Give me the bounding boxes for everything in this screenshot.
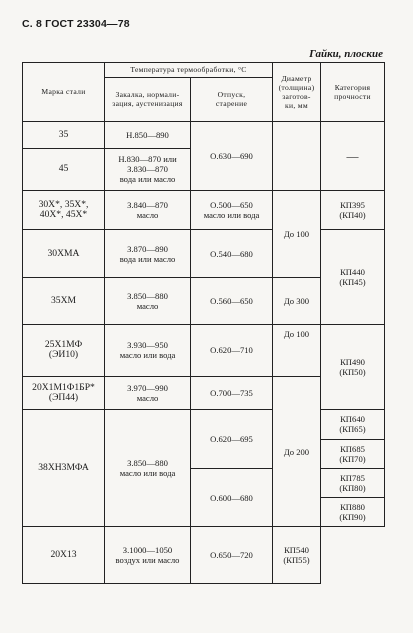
grade-cell: 35ХМ: [23, 278, 105, 324]
strength-cell: КП440 (КП45): [321, 230, 385, 324]
table-row: [23, 527, 385, 584]
header-tempering: Отпуск, старение: [191, 77, 273, 121]
strength-cell: КП395 (КП40): [321, 190, 385, 230]
temper-cell: О.630—690: [191, 121, 273, 190]
quench-cell: З.870—890 вода или масло: [105, 230, 191, 278]
header-steel-grade: Марка стали: [23, 63, 105, 122]
quench-cell: З.840—870 масло: [105, 190, 191, 230]
strength-cell: —: [321, 121, 385, 190]
table-row: [23, 410, 385, 439]
strength-cell: КП540 (КП55): [273, 527, 321, 584]
header-quench: Закалка, нормали- зация, аустенизация: [105, 77, 191, 121]
quench-cell: З.850—880 масло или вода: [105, 410, 191, 527]
table-row: [23, 190, 385, 230]
heat-treatment-table: [22, 62, 385, 584]
strength-cell: КП880 (КП90): [321, 498, 385, 527]
grade-cell: 45: [23, 148, 105, 190]
strength-cell: КП785 (КП80): [321, 468, 385, 497]
page-header: С. 8 ГОСТ 23304—78: [22, 18, 130, 30]
table-row: [23, 121, 385, 148]
diameter-cell: До 100: [273, 324, 321, 376]
section-title: Гайки, плоские: [309, 48, 383, 60]
grade-cell: 30ХМА: [23, 230, 105, 278]
temper-cell: О.540—680: [191, 230, 273, 278]
quench-cell: Н.850—890: [105, 121, 191, 148]
temper-cell: О.620—695: [191, 410, 273, 469]
quench-cell: З.970—990 масло: [105, 376, 191, 409]
strength-cell: КП490 (КП50): [321, 324, 385, 410]
grade-cell: 20Х13: [23, 527, 105, 584]
table-row: [23, 230, 385, 278]
temper-cell: О.650—720: [191, 527, 273, 584]
quench-cell: Н.830—870 или З.830—870 вода или масло: [105, 148, 191, 190]
strength-cell: КП640 (КП65): [321, 410, 385, 439]
header-strength: Категория прочности: [321, 63, 385, 122]
temper-cell: О.700—735: [191, 376, 273, 409]
temper-cell: О.620—710: [191, 324, 273, 376]
header-heat-treatment: Температура термообработки, °С: [105, 63, 273, 78]
diameter-cell: До 200: [273, 376, 321, 527]
temper-cell: О.560—650: [191, 278, 273, 324]
table-row: [23, 324, 385, 376]
quench-cell: З.930—950 масло или вода: [105, 324, 191, 376]
diameter-cell: [273, 121, 321, 190]
temper-cell: О.500—650 масло или вода: [191, 190, 273, 230]
strength-cell: КП685 (КП70): [321, 439, 385, 468]
grade-cell: 30Х*, 35Х*, 40Х*, 45Х*: [23, 190, 105, 230]
header-diameter: Диаметр (толщина) заготов- ки, мм: [273, 63, 321, 122]
grade-cell: 38ХН3МФА: [23, 410, 105, 527]
temper-cell: О.600—680: [191, 468, 273, 527]
quench-cell: З.1000—1050 воздух или масло: [105, 527, 191, 584]
grade-cell: 25Х1МФ (ЭИ10): [23, 324, 105, 376]
quench-cell: З.850—880 масло: [105, 278, 191, 324]
diameter-cell: До 100: [273, 190, 321, 278]
grade-cell: 35: [23, 121, 105, 148]
grade-cell: 20Х1М1Ф1БР* (ЭП44): [23, 376, 105, 409]
diameter-cell: До 300: [273, 278, 321, 324]
